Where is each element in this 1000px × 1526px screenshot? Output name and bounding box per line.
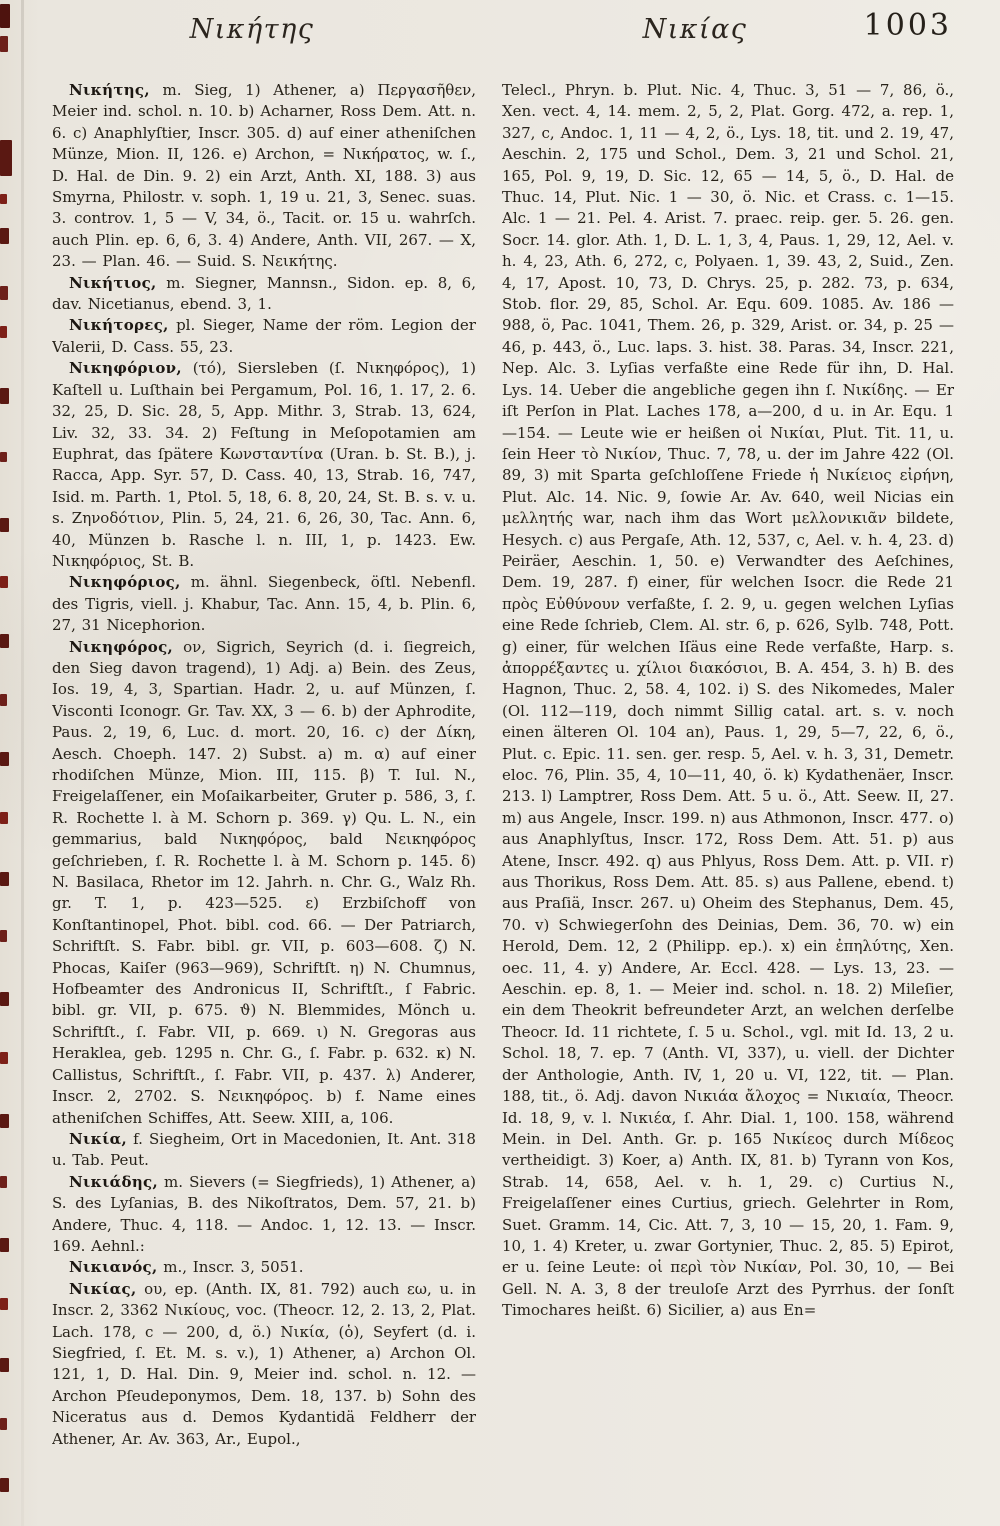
scan-edge-mark — [0, 1176, 7, 1188]
scan-edge-mark — [0, 228, 9, 244]
text-columns — [52, 80, 954, 1510]
scan-edge-mark — [0, 1052, 8, 1064]
dictionary-entry: Νικήτορες, pl. Sieger, Name der röm. Legion der Valerii, D. Cass. 55, 23. — [52, 316, 476, 356]
page-header — [0, 0, 1000, 76]
dictionary-entry: Νικιανός, m., Inscr. 3, 5051. — [69, 1258, 304, 1277]
scan-edge-mark — [0, 140, 12, 176]
running-head-right: Νικίας — [642, 14, 748, 45]
entry-headword: Νικηφόριος, — [69, 573, 181, 592]
dictionary-entry: Νικήτης, m. Sieg, 1) Athener, a) Περγασῆθεν, Meier ind. schol. n. 10. b) Acharner, Ross Dem. Att. n. 6. c) Anaphlyſtier, Inscr. 305. d) auf einer atheniſchen Münze, Mion. II, 126. e) Archon, = Νικήρατος, w. ſ., D. Hal. de Din. 9. 2) ein Arzt, Anth. XI, 188. 3) aus Smyrna, Philostr. v. soph. 1, 19 u. 21, 3, Senec. suas. 3. controv. 1, 5 — V, 34, ö., Tacit. or. 15 u. wahrſch. auch Plin. ep. 6, 6, 3. 4) Andere, Anth. VII, 267. — X, 23. — Plan. 46. — Suid. S. Νεικήτης. — [52, 81, 476, 271]
running-head-left: Νικήτης — [189, 14, 315, 45]
entry-headword: Νικήτορες, — [69, 316, 169, 335]
scan-edge-mark — [0, 1238, 9, 1252]
dictionary-entry: Νικήτιος, m. Siegner, Mannsn., Sidon. ep. 8, 6, dav. Nicetianus, ebend. 3, 1. — [52, 273, 476, 314]
column-right — [502, 80, 954, 1510]
scan-edge-mark — [0, 752, 9, 766]
scan-edge-mark — [0, 634, 9, 648]
scan-edge-mark — [0, 326, 7, 338]
page-number: 1003 — [863, 8, 952, 43]
scan-edge-mark — [0, 1478, 9, 1492]
dictionary-entry: Νικηφόρος, ον, Sigrich, Seyrich (d. i. ſiegreich, den Sieg davon tragend), 1) Adj. a) Bein. des Zeus, Ios. 19, 4, 3, Spartian. Hadr. 2, u. auf Münzen, ſ. Visconti Iconogr. Gr. Tav. XX, 3 — 6. b) der Aphrodite, Paus. 2, 19, 6, Luc. d. mort. 20, 16. c) der Δίκη, Aesch. Choeph. 147. 2) Subst. a) m. α) auf einer rhodiſchen Münze, Mion. III, 115. β) T. Iul. N., Freigelaſſener, ein Moſaikarbeiter, Gruter p. 586, 3, ſ. R. Rochette l. à M. Schorn p. 369. γ) Qu. L. N., ein gemmarius, bald Νικηφόρος, bald Νεικηφόρος geſchrieben, ſ. R. Rochette l. à M. Schorn p. 145. δ) N. Basilaca, Rhetor im 12. Jahrh. n. Chr. G., Walz Rh. gr. T. 1, p. 423—525. ε) Erzbiſchoff von Konſtantinopel, Phot. bibl. cod. 66. — Der Patriarch, Schriftſt. S. Fabr. bibl. gr. VII, p. 603—608. ζ) N. Phocas, Kaiſer (963—969), Schriftſt. η) N. Chumnus, Hofbeamter des Andronicus II, Schriftſt., ſ Fabric. bibl. gr. VII, p. 675. ϑ) N. Blemmides, Mönch u. Schriftſt., ſ. Fabr. VII, p. 669. ι) N. Gregoras aus Heraklea, geb. 1295 n. Chr. G., ſ. Fabr. p. 632. κ) N. Callistus, Schriftſt., ſ. Fabr. VII, p. 437. λ) Anderer, Inscr. 2, 2702. S. Νεικηφόρος. b) f. Name eines atheniſchen Schiffes, Att. Seew. XIII, a, 106. — [52, 637, 476, 1127]
dictionary-entry: Νικηφόριον, (τό), Siersleben (ſ. Νικηφόρος), 1) Kaſtell u. Luſthain bei Pergamum, Pol. 16, 1. 17, 2. 6. 32, 25, D. Sic. 28, 5, App. Mithr. 3, Strab. 13, 624, Liv. 32, 33. 34. 2) Feſtung in Meſopotamien am Euphrat, das ſpätere Κωνσταντίνα (Uran. b. St. B.), j. Racca, App. Syr. 57, D. Cass. 40, 13, Strab. 16, 747, Isid. m. Parth. 1, Ptol. 5, 18, 6. 8, 20, 24, St. B. s. v. u. s. Ζηνοδότιον, Plin. 5, 24, 21. 6, 26, 30, Tac. Ann. 6, 40, Münzen b. Rasche l. n. III, 1, p. 1423. Ew. Νικηφόριος, St. B. — [52, 359, 476, 570]
scan-edge-mark — [0, 286, 8, 300]
entry-headword: Νικιανός, — [69, 1258, 158, 1277]
scan-edge-mark — [0, 194, 7, 204]
scan-edge-mark — [0, 452, 7, 462]
scan-edge-mark — [0, 812, 8, 824]
scan-edge-mark — [0, 930, 7, 942]
dictionary-entry: Telecl., Phryn. b. Plut. Nic. 4, Thuc. 3, 51 — 7, 86, ö., Xen. vect. 4, 14. mem. 2, 5, 2, Plat. Gorg. 472, a. rep. 1, 327, c, Andoc. 1, 11 — 4, 2, ö., Lys. 18, tit. und 2. 19, 47, Aeschin. 2, 175 und Schol., Dem. 3, 21 und Schol. 21, 165, Pol. 9, 19, D. Sic. 12, 65 — 14, 5, ö., D. Hal. de Thuc. 14, Plut. Nic. 1 — 30, ö. Nic. et Crass. c. 1—15. Alc. 1 — 21. Pel. 4. Arist. 7. praec. reip. ger. 5. 26. gen. Socr. 14. glor. Ath. 1, D. L. 1, 3, 4, Paus. 1, 29, 12, Ael. v. h. 4, 23, Ath. 6, 272, c, Polyaen. 1, 39. 43, 2, Suid., Zen. 4, 17, Apost. 10, 73, D. Chrys. 25, p. 282. 73, p. 634, Stob. flor. 29, 85, Schol. Ar. Equ. 609. 1085. Av. 186 — 988, ö, Pac. 1041, Them. 26, p. 329, Arist. or. 34, p. 25 — 46, p. 443, ö., Luc. laps. 3. hist. 38. Paras. 34, Inscr. 221, Nep. Alc. 3. Lyſias verfaßte eine Rede für ihn, D. Hal. Lys. 14. Ueber die angebliche gegen ihn ſ. Νικίδης. — Er iſt Perſon in Plat. Laches 178, a—200, d u. in Ar. Equ. 1 —154. — Leute wie er heißen οἱ Νικίαι, Plut. Tit. 11, u. ſein Heer τὸ Νικίον, Thuc. 7, 78, u. der im Jahre 422 (Ol. 89, 3) mit Sparta geſchloſſene Friede ἡ Νικίειος εἰρήνη, Plut. Alc. 14. Nic. 9, ſowie Ar. Av. 640, weil Nicias ein μελλητής war, nach ihm das Wort μελλονικιᾶν bildete, Hesych. c) aus Pergaſe, Ath. 12, 537, c, Ael. v. h. 4, 23. d) Peiräer, Aeschin. 1, 50. e) Verwandter des Aeſchines, Dem. 19, 287. f) einer, für welchen Isocr. die Rede 21 πρὸς Εὐθύνουν verfaßte, ſ. 2. 9, u. gegen welchen Lyſias eine Rede ſchrieb, Clem. Al. str. 6, p. 626, Sylb. 748, Pott. g) einer, für welchen Iſäus eine Rede verfaßte, Harp. s. ἀπορρέξαντες u. χίλιοι διακόσιοι, B. A. 454, 3. h) B. des Hagnon, Thuc. 2, 58. 4, 102. i) S. des Nikomedes, Maler (Ol. 112—119, doch nimmt Sillig catal. art. s. v. noch einen älteren Ol. 104 an), Paus. 1, 29, 5—7, 22, 6, ö., Plut. c. Epic. 11. sen. ger. resp. 5, Ael. v. h. 3, 31, Demetr. eloc. 76, Plin. 35, 4, 10—11, 40, ö. k) Kydathenäer, Inscr. 213. l) Lamptrer, Ross Dem. Att. 5 u. ö., Att. Seew. II, 27. m) aus Angele, Inscr. 199. n) aus Athmonon, Inscr. 477. o) aus Anaphlyſtus, Inscr. 172, Ross Dem. Att. 51. p) aus Atene, Inscr. 492. q) aus Phlyus, Ross Dem. Att. p. VII. r) aus Thorikus, Ross Dem. Att. 85. s) aus Pallene, ebend. t) aus Praſiä, Inscr. 267. u) Oheim des Stephanus, Dem. 45, 70. v) Schwiegerſohn des Deinias, Dem. 36, 70. w) ein Herold, Dem. 12, 2 (Philipp. ep.). x) ein ἐπηλύτης, Xen. oec. 11, 4. y) Andere, Ar. Eccl. 428. — Lys. 13, 23. — Aeschin. ep. 8, 1. — Meier ind. schol. n. 18. 2) Mileſier, ein dem Theokrit befreundeter Arzt, an welchen derſelbe Theocr. Id. 11 richtete, ſ. 5 u. Schol., vgl. mit Id. 13, 2 u. Schol. 18, 7. ep. 7 (Anth. VI, 337), u. viell. der Dichter der Anthologie, Anth. IV, 1, 20 u. VI, 122, tit. — Plan. 188, tit., ö. Adj. davon Νικιάα ἄλοχος = Νικιαία, Theocr. Id. 18, 9, v. l. Νικιέα, ſ. Ahr. Dial. 1, 100. 158, während Mein. in Del. Anth. Gr. p. 165 Νικίεος durch Μίδεος vertheidigt. 3) Koer, a) Anth. IX, 81. b) Tyrann von Kos, Strab. 14, 658, Ael. v. h. 1, 29. c) Curtius N., Freigelaſſener eines Curtius, griech. Gelehrter in Rom, Suet. Gramm. 14, Cic. Att. 7, 3, 10 — 15, 20, 1. Fam. 9, 10, 1. 4) Kreter, u. zwar Gortynier, Thuc. 2, 85. 5) Epirot, er u. ſeine Leute: οἱ περὶ τὸν Νικίαν, Pol. 30, 10, — Bei Gell. N. A. 3, 8 der treuloſe Arzt des Pyrrhus. der ſonſt Timochares heißt. 6) Sicilier, a) aus En= — [502, 81, 954, 1320]
scan-edge-mark — [0, 694, 7, 706]
scan-edge-mark — [0, 1298, 8, 1310]
dictionary-entry: Νικίας, ου, ep. (Anth. IX, 81. 792) auch εω, u. in Inscr. 2, 3362 Νικίους, voc. (Theocr. 12, 2. 13, 2, Plat. Lach. 178, c — 200, d, ö.) Νικία, (ὁ), Seyfert (d. i. Siegfried, ſ. Et. M. s. v.), 1) Athener, a) Archon Ol. 121, 1, D. Hal. Din. 9, Meier ind. schol. n. 12. — Archon Pſeudeponymos, Dem. 18, 137. b) Sohn des Niceratus aus d. Demos Kydantidä Feldherr der Athener, Ar. Av. 363, Ar., Eupol., — [52, 1279, 476, 1448]
scan-edge-mark — [0, 872, 9, 886]
scan-edge-mark — [0, 518, 9, 532]
scan-edge-mark — [0, 576, 8, 588]
scan-edge-mark — [0, 992, 9, 1006]
scan-edge-mark — [0, 1418, 7, 1430]
scan-edge-mark — [0, 1358, 9, 1372]
column-left — [52, 80, 476, 1510]
entry-headword: Νικία, — [69, 1129, 128, 1148]
scan-crease — [21, 0, 24, 1526]
entry-headword: Νικιάδης, — [69, 1172, 158, 1191]
entry-headword: Νικηφόρος, — [69, 637, 174, 656]
dictionary-entry: Νικία, f. Siegheim, Ort in Macedonien, It. Ant. 318 u. Tab. Peut. — [52, 1129, 476, 1170]
entry-headword: Νικήτιος, — [69, 273, 157, 292]
dictionary-entry: Νικηφόριος, m. ähnl. Siegenbeck, öſtl. Nebenfl. des Tigris, viell. j. Khabur, Tac. Ann. 15, 4, b. Plin. 6, 27, 31 Nicephorion. — [52, 573, 476, 635]
entry-headword: Νικήτης, — [69, 81, 150, 99]
dictionary-entry: Νικιάδης, m. Sievers (= Siegfrieds), 1) Athener, a) S. des Lyſanias, B. des Nikoſtratos, Dem. 57, 21. b) Andere, Thuc. 4, 118. — Andoc. 1, 12. 13. — Inscr. 169. Aehnl.: — [52, 1172, 476, 1255]
entry-headword: Νικηφόριον, — [69, 359, 182, 378]
scan-edge-mark — [0, 388, 9, 404]
scan-edge-mark — [0, 1114, 9, 1128]
entry-headword: Νικίας, — [69, 1279, 137, 1298]
